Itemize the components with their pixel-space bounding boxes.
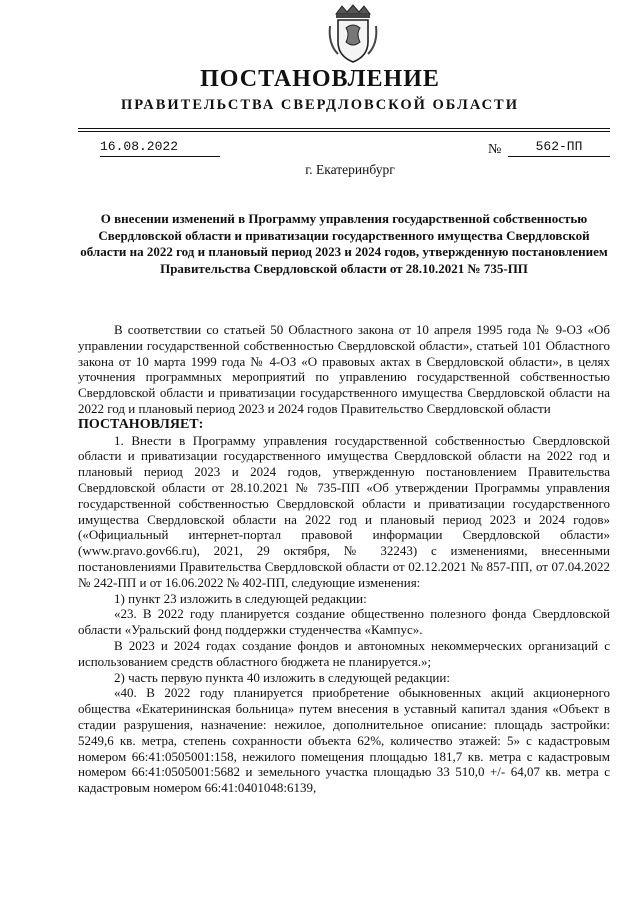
preamble-paragraph: В соответствии со статьей 50 Областного закона от 10 апреля 1995 года № 9-ОЗ «Об управлении государственной собственностью Свердловской области», статьей 101 Областного закона от 10 марта 1999 года № 4-ОЗ «О правовых актах в Свердловской области», в целях уточнения программных мероприятий по управлению государственной собственностью Свердловской области и приватизации государственного имущества Свердловской области на 2022 год и плановый период 2023 и 2024 годов Правительство Свердловской области [78, 322, 610, 416]
document-number: 562-ПП [508, 139, 610, 157]
city: г. Екатеринбург [305, 162, 395, 177]
document-type-title: ПОСТАНОВЛЕНИЕ [200, 66, 440, 92]
document-date: 16.08.2022 [100, 139, 220, 157]
header-rule-top [78, 128, 610, 129]
decree-word: ПОСТАНОВЛЯЕТ: [78, 416, 204, 432]
body-paragraph: 1. Внести в Программу управления государственной собственностью Свердловской области и приватизации государственного имущества Свердловской области на 2022 год и плановый период 2023 и 2024 годов, утвержденную постановлением Правительства Свердловской области от 28.10.2021 № 735-ПП «Об утверждении Программы управления государственной собственностью Свердловской области и приватизации государственного имущества Свердловской области на 2022 год и плановый период 2023 и 2024 годов» («Официальный интернет-портал правовой информации Свердловской области» (www.pravo.gov66.ru), 2021, 29 октября, № 32243) с изменениями, внесенными постановлениями Правительства Свердловской области от 02.12.2021 № 857-ПП, от 07.04.2022 № 242-ПП и от 16.06.2022 № 402-ПП, следующие изменения: [78, 432, 610, 590]
header-rule-bottom [78, 131, 610, 132]
issuer-title: ПРАВИТЕЛЬСТВА СВЕРДЛОВСКОЙ ОБЛАСТИ [120, 97, 520, 113]
document-body [78, 322, 610, 796]
document-title: О внесении изменений в Программу управления государственной собственностью Свердловской области и приватизации государственного имущества Свердловской области на 2022 год и плановый период 2023 и 2024 годов, утвержденную постановлением Правительства Свердловской области от 28.10.2021 № 735-ПП [80, 211, 608, 276]
number-sign: № [488, 142, 502, 157]
body-paragraph: В 2023 и 2024 годах создание фондов и автономных некоммерческих организаций с использованием средств областного бюджета не планируется.»; [78, 637, 610, 669]
body-paragraph: «23. В 2022 году планируется создание общественно полезного фонда Свердловской области «Уральский фонд поддержки студенчества «Кампус». [78, 606, 610, 638]
body-paragraph: 2) часть первую пункта 40 изложить в следующей редакции: [114, 669, 450, 685]
body-paragraph: «40. В 2022 году планируется приобретение обыкновенных акций акционерного общества «Екатерининская больница» путем внесения в уставный капитал здания «Объект в стадии разрушения, назначение: нежилое, дополнительное описание: площадь застройки: 5249,6 кв. метра, степень сохранности объекта 62%, количество этажей: 5» с кадастровым номером 66:41:0505001:158, нежилого помещения площадью 181,7 кв. метра с кадастровым номером 66:41:0505001:5682 и земельного участка площадью 33 510,0 +/- 64,07 кв. метра с кадастровым номером 66:41:0401048:6139, [78, 685, 610, 796]
coat-of-arms-icon [326, 4, 380, 64]
body-paragraph: 1) пункт 23 изложить в следующей редакции: [114, 590, 367, 606]
